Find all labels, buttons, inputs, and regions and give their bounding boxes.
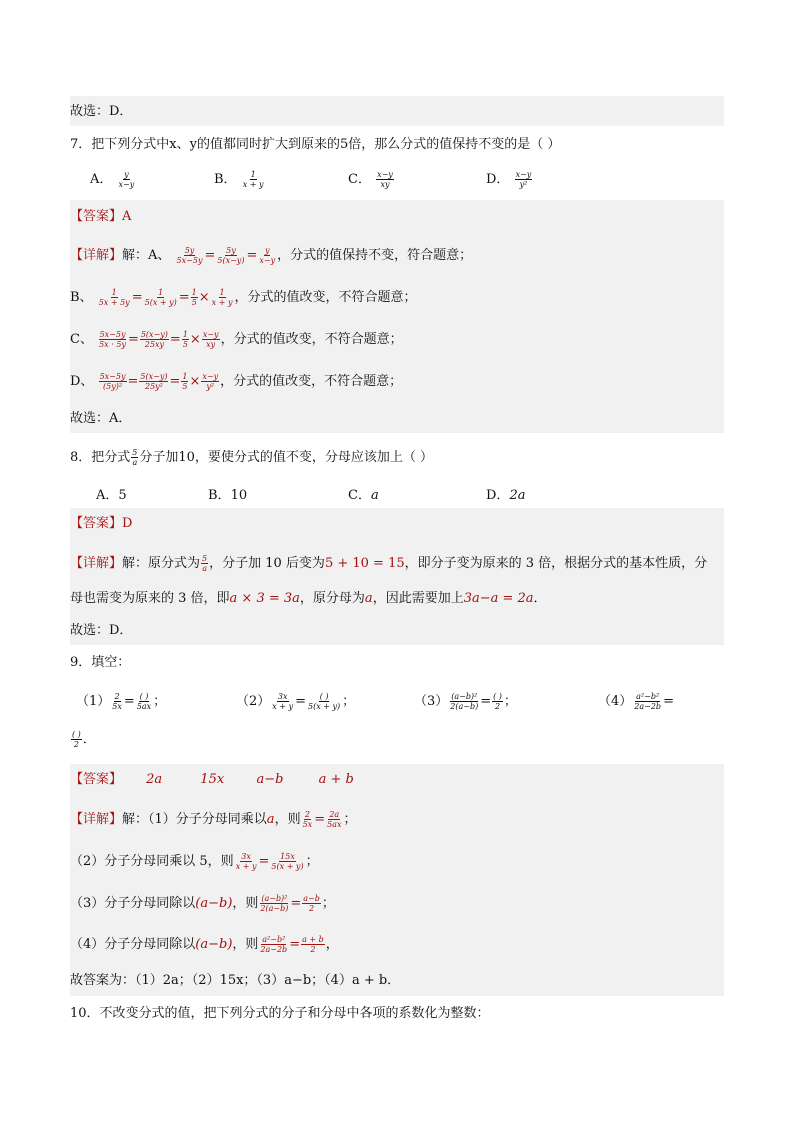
- answer-value: A: [122, 209, 132, 224]
- q7-option-c: [348, 168, 395, 189]
- fraction: [633, 692, 662, 711]
- detail-text: ；: [321, 896, 335, 911]
- numerator: 2a: [329, 810, 340, 819]
- fraction: $\frac{y}{x-y}$: [259, 246, 276, 265]
- fraction: $\frac{5x-5y}{5x \cdot 5y}$: [99, 330, 126, 349]
- q7-option-b: [214, 168, 266, 189]
- q9-item-2: （2） $\frac{3x}{x + y}$ = $\frac{( )}{5(x + y)}$ ；: [236, 692, 356, 711]
- stem-text: 分子加10，要使分式的值不变，分母应该加上（ ）: [139, 450, 434, 465]
- option-fraction: [242, 170, 265, 189]
- detail-math: (a−b): [195, 937, 233, 952]
- fraction: [492, 692, 503, 711]
- fraction: $\frac{1}{5}$: [182, 372, 188, 391]
- denominator: 2a−2b: [634, 702, 662, 711]
- item-tail: ．: [82, 732, 96, 747]
- fraction: $\frac{x-y}{xy}$: [202, 330, 219, 349]
- q7-detail-d: D、 $\frac{5x-5y}{\text{(5y)²}}$ = $\frac{5(x-y)}{\text{25y²}}$ = $\frac{1}{5}$ × $\frac{x-y}{\text{y²}}$ ，分式的值改变，不符合题意；: [70, 372, 403, 391]
- numerator: 1: [250, 170, 256, 179]
- option-label: A．: [90, 172, 113, 187]
- numerator: 5: [132, 448, 138, 457]
- numerator: y: [124, 170, 129, 179]
- denominator: 2(a−b): [260, 904, 289, 913]
- option-fraction: [118, 170, 136, 189]
- q8-detail-line2: [70, 590, 547, 608]
- item-label: （2）: [236, 694, 271, 709]
- item-label: （3）: [414, 694, 449, 709]
- stem-fraction: [131, 448, 138, 467]
- item-tail: =: [663, 694, 674, 709]
- option-label: A．: [96, 488, 119, 503]
- answer-value: D: [122, 516, 133, 531]
- q7-stem: 7．把下列分式中x、y的值都同时扩大到原来的5倍，那么分式的值保持不变的是（ ）: [70, 137, 561, 152]
- denominator: 5ax: [136, 702, 152, 711]
- detail-text: （3）分子分母同除以: [70, 896, 196, 911]
- q8-answer: [70, 515, 132, 533]
- detail-text: ，: [325, 937, 339, 952]
- q9-summary: 故答案为：（1）2a；（2）15x；（3）a−b；（4）a + b．: [70, 973, 401, 988]
- item-tail: ；: [153, 694, 167, 709]
- line-prefix: C、: [70, 332, 93, 347]
- line-prefix: D、: [70, 374, 94, 389]
- q9-item-3: （3） $\frac{\text{(a−b)²}}{2(a-b)}$ = $\frac{( )}{2}$ ；: [414, 692, 517, 711]
- fraction: [302, 810, 314, 829]
- option-fraction: [376, 170, 394, 189]
- fraction: [301, 935, 325, 954]
- answer-tag: 【答案】: [70, 209, 123, 224]
- option-label: D．: [486, 488, 510, 503]
- detail-text: ，则: [232, 937, 259, 952]
- q9-detail-3: （3）分子分母同除以(a−b)，则 $\frac{\text{(a−b)²}}{2(a-b)}$ = $\frac{a-b}{2}$ ；: [70, 894, 335, 913]
- detail-tag: 【详解】: [70, 248, 123, 263]
- numerator: 15x: [280, 852, 295, 861]
- detail-math: 3a−a = 2a: [463, 591, 534, 606]
- denominator: 2: [494, 702, 501, 711]
- line-comment: ，分式的值保持不变，符合题意；: [277, 248, 473, 263]
- option-label: C．: [348, 172, 371, 187]
- q8-conclusion: 故选：D．: [70, 623, 133, 638]
- answer-value: a−b: [256, 772, 284, 787]
- option-label: B．: [214, 172, 237, 187]
- detail-tag: 【详解】: [70, 556, 123, 571]
- option-value: 2a: [509, 488, 526, 503]
- fraction: $\frac{5x-5y}{\text{(5y)²}}$: [99, 372, 126, 391]
- fraction: [326, 810, 342, 829]
- detail-text: ，则: [232, 896, 259, 911]
- q7-option-d: [486, 168, 533, 189]
- answer-value: a + b: [318, 772, 354, 787]
- numerator: 5: [202, 554, 208, 563]
- answer-block-q6: [70, 96, 724, 126]
- q9-detail-1: 【详解】解：（1）分子分母同乘以a，则 $\frac{2}{5x}$ = $\frac{2a}{5ax}$ ；: [70, 810, 357, 829]
- denominator: a: [132, 458, 138, 467]
- q7-conclusion: 故选：A．: [70, 411, 132, 426]
- numerator: (a−b)²: [261, 894, 288, 903]
- fraction: [235, 852, 258, 871]
- q7-answer: [70, 208, 131, 226]
- numerator: x−y: [377, 170, 393, 179]
- denominator: 2(a−b): [450, 702, 479, 711]
- item-tail: ；: [503, 694, 517, 709]
- denominator: 5x: [302, 820, 313, 829]
- stem-text: 8．把分式: [70, 450, 131, 465]
- q6-conclusion: 故选：D．: [70, 104, 133, 119]
- detail-text: 母也需变为原来的 3 倍，即: [70, 591, 230, 606]
- fraction: $\frac{1}{5}$: [182, 330, 188, 349]
- numerator: 2: [114, 692, 120, 701]
- fraction: [136, 692, 152, 711]
- fraction: [259, 935, 288, 954]
- document-page: [70, 0, 724, 1123]
- q8-stem: [70, 448, 433, 467]
- denominator: x + y: [272, 702, 294, 711]
- detail-text: ，即分子变为原来的 3 倍，根据分式的基本性质，分: [404, 556, 708, 571]
- q10-stem: 10．不改变分式的值，把下列分式的分子和分母中各项的系数化为整数：: [70, 1006, 490, 1021]
- q9-detail-4: （4）分子分母同除以(a−b)，则 $\frac{\text{a²−b²}}{2a-2b}$ = $\frac{a + b}{2}$ ，: [70, 935, 339, 954]
- q8-detail-line1: [70, 554, 707, 573]
- detail-math: a: [364, 591, 373, 606]
- fraction: [302, 894, 321, 913]
- option-value: 10: [230, 488, 248, 503]
- denominator: 2a−2b: [260, 945, 288, 954]
- fraction: $\frac{5(x-y)}{\text{25y²}}$: [140, 372, 168, 391]
- numerator: ( ): [139, 692, 149, 701]
- q8-option-a: [96, 484, 127, 503]
- q9-stem: 9．填空：: [70, 655, 131, 670]
- q9-item-1: （1） $\frac{2}{5x}$ = $\frac{( )}{5ax}$ ；: [76, 692, 167, 711]
- numerator: (a−b)²: [451, 692, 478, 701]
- numerator: 3x: [241, 852, 251, 861]
- numerator: a²−b²: [262, 935, 286, 944]
- denominator: 2: [73, 740, 79, 749]
- fraction: [111, 692, 123, 711]
- denominator: 5x: [112, 702, 122, 711]
- fraction: $\frac{5y}{5x-5y}$: [176, 246, 203, 265]
- item-label: （4）: [598, 694, 633, 709]
- denominator: 2: [309, 904, 315, 913]
- q7-detail-b: B、 $\frac{1}{5x + 5y}$ = $\frac{1}{5(x + y)}$ = $\frac{1}{5}$ × $\frac{1}{x + y}$ ，分式的值改变，不符合题意；: [70, 288, 417, 307]
- q9-detail-2: （2）分子分母同乘以 5，则 $\frac{3x}{x + y}$ = $\frac{15x}{5(x + y)}$ ；: [70, 852, 319, 871]
- numerator: ( ): [72, 730, 81, 739]
- detail-text: （2）分子分母同乘以 5，则: [70, 854, 234, 869]
- answer-tag: 【答案】: [70, 516, 123, 531]
- fraction: [307, 692, 341, 711]
- option-label: C．: [348, 488, 371, 503]
- fraction: $\frac{1}{5}$: [191, 288, 197, 307]
- answer-block-q9: [70, 764, 724, 996]
- numerator: ( ): [493, 692, 502, 701]
- fraction: [271, 692, 294, 711]
- line-comment: ，分式的值改变，不符合题意；: [234, 290, 417, 305]
- detail-text: ，因此需要加上: [372, 591, 464, 606]
- detail-math: a: [266, 812, 275, 827]
- line-comment: ，分式的值改变，不符合题意；: [220, 374, 403, 389]
- q7-detail-c: C、 $\frac{5x-5y}{5x \cdot 5y}$ = $\frac{5(x-y)}{25xy}$ = $\frac{1}{5}$ × $\frac{x-y}{xy}$ ，分式的值改变，不符合题意；: [70, 330, 403, 349]
- item-label: （1）: [76, 694, 111, 709]
- detail-text: 解：原分式为: [122, 556, 201, 571]
- item-tail: ；: [342, 694, 356, 709]
- detail-math: (a−b): [195, 896, 233, 911]
- q9-item-4: [598, 690, 674, 711]
- denominator: 5(x + y): [271, 862, 304, 871]
- fraction: $\frac{5y}{5(x-y)}$: [217, 246, 245, 265]
- numerator: a−b: [303, 894, 320, 903]
- numerator: 2: [304, 810, 310, 819]
- fraction: [449, 692, 479, 711]
- q8-option-c: [348, 484, 379, 503]
- detail-tag: 【详解】: [70, 812, 123, 827]
- detail-text: ．: [533, 591, 547, 606]
- denominator: x + y: [242, 180, 264, 189]
- fraction: [71, 730, 82, 749]
- fraction: $\frac{5(x-y)}{25xy}$: [140, 330, 168, 349]
- q9-answer: [70, 771, 354, 789]
- detail-text: ，原分母为: [299, 591, 365, 606]
- answer-value: 2a: [146, 772, 163, 787]
- answer-tag: 【答案】: [70, 772, 123, 787]
- answer-block-q8: [70, 508, 724, 645]
- denominator: xy: [380, 180, 390, 189]
- detail-text: ；: [343, 812, 357, 827]
- q7-option-a: [90, 168, 136, 189]
- denominator: 5ax: [327, 820, 342, 829]
- numerator: a²−b²: [636, 692, 660, 701]
- answer-block-q7: [70, 200, 724, 433]
- denominator: 2: [310, 945, 316, 954]
- line-prefix: B、: [70, 290, 93, 305]
- line-comment: ，分式的值改变，不符合题意；: [220, 332, 403, 347]
- option-label: B．: [208, 488, 231, 503]
- q8-option-b: [208, 484, 247, 503]
- option-label: D．: [486, 172, 510, 187]
- fraction: $\frac{1}{x + y}$: [211, 288, 233, 307]
- detail-text: ，分子加 10 后变为: [209, 556, 325, 571]
- denominator: x−y: [118, 180, 135, 189]
- answer-value: 15x: [200, 772, 225, 787]
- numerator: x−y: [515, 170, 532, 179]
- denominator: x + y: [235, 862, 257, 871]
- fraction: [201, 554, 208, 573]
- option-value: 5: [118, 488, 127, 503]
- fraction: $\frac{x-y}{\text{y²}}$: [202, 372, 219, 391]
- denominator: a: [202, 564, 207, 573]
- denominator: 5(x + y): [308, 702, 341, 711]
- numerator: ( ): [319, 692, 329, 701]
- q8-option-d: [486, 484, 525, 503]
- option-fraction: [515, 170, 533, 189]
- fraction: $\frac{1}{5(x + y)}$: [144, 288, 177, 307]
- denominator: y²: [519, 180, 528, 189]
- detail-text: ，则: [274, 812, 301, 827]
- q9-item-4-wrap: [70, 728, 96, 749]
- detail-text: （4）分子分母同除以: [70, 937, 196, 952]
- numerator: a + b: [302, 935, 324, 944]
- fraction: [270, 852, 304, 871]
- detail-intro: 解：A、: [122, 248, 171, 263]
- numerator: 3x: [277, 692, 288, 701]
- detail-text: ；: [305, 854, 319, 869]
- fraction: $\frac{1}{5x + 5y}$: [98, 288, 130, 307]
- q7-detail-a: 【详解】解：A、 $\frac{5y}{5x-5y}$ = $\frac{5y}{5(x-y)}$ = $\frac{y}{x-y}$ ，分式的值保持不变，符合题意；: [70, 246, 473, 265]
- detail-math: a × 3 = 3a: [229, 591, 300, 606]
- detail-text: 解：（1）分子分母同乘以: [122, 812, 267, 827]
- fraction: [259, 894, 289, 913]
- option-value: a: [370, 488, 379, 503]
- detail-math: 5 + 10 = 15: [324, 556, 405, 571]
